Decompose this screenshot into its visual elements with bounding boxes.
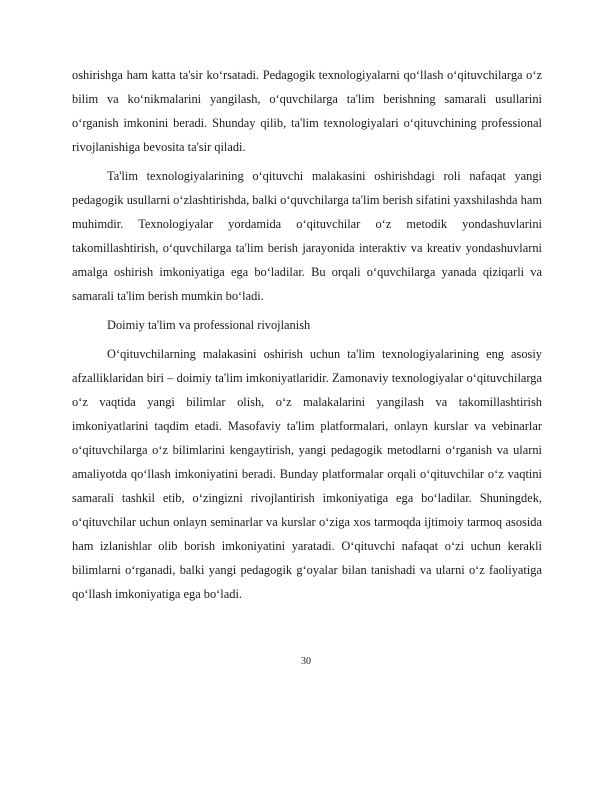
paragraph-continuation: oshirishga ham katta ta'sir ko‘rsatadi. Pedagogik texnologiyalarni qo‘llash o‘qituvchilarga o‘z bilim va ko‘nikmalarini yangilash, o‘quvchilarga ta'lim berishning samarali usullarini o‘rganish imkonini beradi. Shunday qilib, ta'lim texnologiyalari o‘qituvchining professional rivojlanishiga bevosita ta'sir qiladi.	[72, 68, 542, 154]
paragraph-continuous-learning: O‘qituvchilarning malakasini oshirish uchun ta'lim texnologiyalarining eng asosiy afzalliklaridan biri – doimiy ta'lim imkoniyatlaridir. Zamonaviy texnologiyalar o‘qituvchilarga o‘z vaqtida yangi bilimlar olish, o‘z malakalarini yangilash va takomillashtirish imkoniyatlarini taqdim etadi. Masofaviy ta'lim platformalari, onlayn kurslar va vebinarlar o‘qituvchilarga o‘z bilimlarini kengaytirish, yangi pedagogik metodlarni o‘rganish va ularni amaliyotda qo‘llash imkoniyatini beradi. Bunday platformalar orqali o‘qituvchilar o‘z vaqtini samarali tashkil etib, o‘zingizni rivojlantirish imkoniyatiga ega bo‘ladilar. Shuningdek, o‘qituvchilar uchun onlayn seminarlar va kurslar o‘ziga xos tarmoqda ijtimoiy tarmoq asosida ham izlanishlar olib borish imkoniyatini yaratadi. O‘qituvchi nafaqat o‘zi uchun kerakli bilimlarni o‘rganadi, balki yangi pedagogik g‘oyalar bilan tanishadi va ularni o‘z faoliyatiga qo‘llash imkoniyatiga ega bo‘ladi.	[72, 347, 542, 601]
paragraph-technology-role: Ta'lim texnologiyalarining o‘qituvchi malakasini oshirishdagi roli nafaqat yangi pedagogik usullarni o‘zlashtirishda, balki o‘quvchilarga ta'lim berish sifatini yaxshilashda ham muhimdir. Texnologiyalar yordamida o‘qituvchilar o‘z metodik yondashuvlarini takomillashtirish, o‘quvchilarga ta'lim berish jarayonida interaktiv va kreativ yondashuvlarni amalga oshirish imkoniyatiga ega bo‘ladilar. Bu orqali o‘quvchilarga yanada qiziqarli va samarali ta'lim berish mumkin bo‘ladi.	[72, 169, 542, 303]
section-heading: Doimiy ta'lim va professional rivojlanish	[107, 318, 311, 332]
document-page	[72, 63, 542, 611]
page-number: 30	[301, 656, 311, 667]
